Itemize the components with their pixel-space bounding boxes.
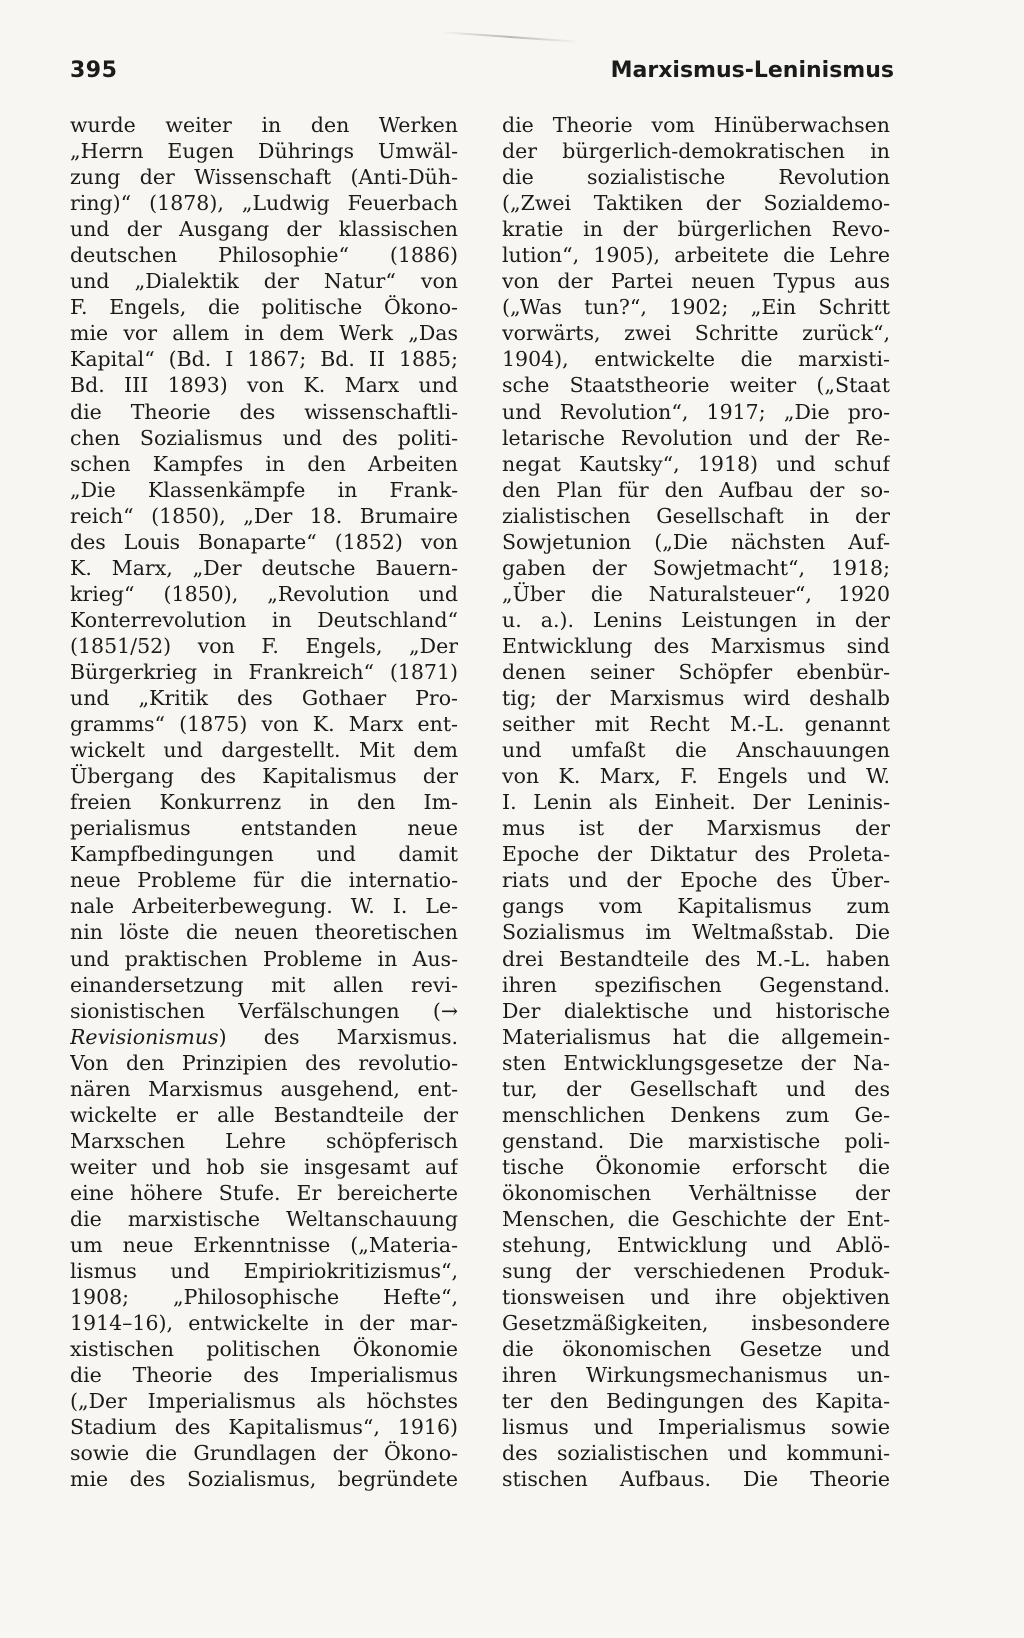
text-line: sten Entwicklungsgesetze der Na- xyxy=(502,1050,890,1075)
text-line: ihren spezifischen Gegenstand. xyxy=(502,972,890,997)
text-line: F. Engels, die politische Ökono- xyxy=(70,295,458,320)
text-line: I. Lenin als Einheit. Der Leninis- xyxy=(502,790,890,815)
text-line: riats und der Epoche des Über- xyxy=(502,868,890,893)
text-line: kratie in der bürgerlichen Revo- xyxy=(502,217,890,242)
text-line: lismus und Empiriokritizismus“, xyxy=(70,1259,458,1284)
text-line: krieg“ (1850), „Revolution und xyxy=(70,581,458,606)
text-line: deutschen Philosophie“ (1886) xyxy=(70,243,458,268)
text-line: 1914–16), entwickelte in der mar- xyxy=(70,1311,458,1336)
text-line: einandersetzung mit allen revi- xyxy=(70,972,458,997)
text-line: Kampfbedingungen und damit xyxy=(70,842,458,867)
text-line: drei Bestandteile des M.-L. haben xyxy=(502,946,890,971)
text-line: („Was tun?“, 1902; „Ein Schritt xyxy=(502,295,890,320)
text-line: sionistischen Verfälschungen (→ xyxy=(70,998,458,1023)
text-line: Bd. III 1893) von K. Marx und xyxy=(70,373,458,398)
text-line: perialismus entstanden neue xyxy=(70,816,458,841)
text-line: Revisionismus) des Marxismus. xyxy=(70,1024,458,1049)
text-line: von K. Marx, F. Engels und W. xyxy=(502,764,890,789)
text-line: Entwicklung des Marxismus sind xyxy=(502,633,890,658)
text-line: Kapital“ (Bd. I 1867; Bd. II 1885; xyxy=(70,347,458,372)
text-line: Marxschen Lehre schöpferisch xyxy=(70,1128,458,1153)
text-line: u. a.). Lenins Leistungen in der xyxy=(502,607,890,632)
text-line: die marxistische Weltanschauung xyxy=(70,1206,458,1231)
text-line: stischen Aufbaus. Die Theorie xyxy=(502,1467,890,1492)
text-line: chen Sozialismus und des politi- xyxy=(70,425,458,450)
text-line: mus ist der Marxismus der xyxy=(502,816,890,841)
text-line: eine höhere Stufe. Er bereicherte xyxy=(70,1180,458,1205)
text-line: zialistischen Gesellschaft in der xyxy=(502,503,890,528)
text-line: Bürgerkrieg in Frankreich“ (1871) xyxy=(70,659,458,684)
text-line: menschlichen Denkens zum Ge- xyxy=(502,1102,890,1127)
text-line: des sozialistischen und kommuni- xyxy=(502,1441,890,1466)
text-line: wickelte er alle Bestandteile der xyxy=(70,1102,458,1127)
text-line: ökonomischen Verhältnisse der xyxy=(502,1180,890,1205)
text-line: freien Konkurrenz in den Im- xyxy=(70,790,458,815)
text-line: seither mit Recht M.-L. genannt xyxy=(502,712,890,737)
text-line: letarische Revolution und der Re- xyxy=(502,425,890,450)
text-line: ring)“ (1878), „Ludwig Feuerbach xyxy=(70,191,458,216)
text-line: „Die Klassenkämpfe in Frank- xyxy=(70,477,458,502)
text-line: sowie die Grundlagen der Ökono- xyxy=(70,1441,458,1466)
text-line: nären Marxismus ausgehend, ent- xyxy=(70,1076,458,1101)
text-line: („Der Imperialismus als höchstes xyxy=(70,1389,458,1414)
text-line: lismus und Imperialismus sowie xyxy=(502,1415,890,1440)
text-line: stehung, Entwicklung und Ablö- xyxy=(502,1233,890,1258)
text-line: Epoche der Diktatur des Proleta- xyxy=(502,842,890,867)
text-line: Menschen, die Geschichte der Ent- xyxy=(502,1206,890,1231)
scan-artifact xyxy=(440,31,580,43)
text-line: „Über die Naturalsteuer“, 1920 xyxy=(502,581,890,606)
text-column-right xyxy=(502,112,890,1492)
text-line: denen seiner Schöpfer ebenbür- xyxy=(502,659,890,684)
text-line: zung der Wissenschaft (Anti-Düh- xyxy=(70,165,458,190)
text-line: weiter und hob sie insgesamt auf xyxy=(70,1154,458,1179)
text-line: und praktischen Probleme in Aus- xyxy=(70,946,458,971)
text-line: vorwärts, zwei Schritte zurück“, xyxy=(502,321,890,346)
text-line: tionsweisen und ihre objektiven xyxy=(502,1285,890,1310)
page-number: 395 xyxy=(70,58,118,83)
text-line: und „Kritik des Gothaer Pro- xyxy=(70,686,458,711)
text-line: um neue Erkenntnisse („Materia- xyxy=(70,1233,458,1258)
text-line: xistischen politischen Ökonomie xyxy=(70,1337,458,1362)
text-line: nin löste die neuen theoretischen xyxy=(70,920,458,945)
text-line: sche Staatstheorie weiter („Staat xyxy=(502,373,890,398)
text-line: schen Kampfes in den Arbeiten xyxy=(70,451,458,476)
text-line: mie des Sozialismus, begründete xyxy=(70,1467,458,1492)
running-head: Marxismus-Leninismus xyxy=(610,58,894,83)
text-line: Übergang des Kapitalismus der xyxy=(70,764,458,789)
text-line: Materialismus hat die allgemein- xyxy=(502,1024,890,1049)
text-line: Sozialismus im Weltmaßstab. Die xyxy=(502,920,890,945)
text-line: und umfaßt die Anschauungen xyxy=(502,738,890,763)
text-line: sung der verschiedenen Produk- xyxy=(502,1259,890,1284)
text-line: „Herrn Eugen Dührings Umwäl- xyxy=(70,139,458,164)
text-line: gramms“ (1875) von K. Marx ent- xyxy=(70,712,458,737)
text-line: den Plan für den Aufbau der so- xyxy=(502,477,890,502)
text-line: tische Ökonomie erforscht die xyxy=(502,1154,890,1179)
text-line: von der Partei neuen Typus aus xyxy=(502,269,890,294)
text-column-left xyxy=(70,112,458,1492)
text-line: nale Arbeiterbewegung. W. I. Le- xyxy=(70,894,458,919)
text-line: Von den Prinzipien des revolutio- xyxy=(70,1050,458,1075)
text-line: Konterrevolution in Deutschland“ xyxy=(70,607,458,632)
text-line: die ökonomischen Gesetze und xyxy=(502,1337,890,1362)
page-header xyxy=(70,58,894,94)
text-line: gangs vom Kapitalismus zum xyxy=(502,894,890,919)
text-line: mie vor allem in dem Werk „Das xyxy=(70,321,458,346)
text-line: negat Kautsky“, 1918) und schuf xyxy=(502,451,890,476)
text-line: die Theorie des Imperialismus xyxy=(70,1363,458,1388)
text-line: und der Ausgang der klassischen xyxy=(70,217,458,242)
text-line: ihren Wirkungsmechanismus un- xyxy=(502,1363,890,1388)
text-line: wickelt und dargestellt. Mit dem xyxy=(70,738,458,763)
text-line: reich“ (1850), „Der 18. Brumaire xyxy=(70,503,458,528)
text-line: 1908; „Philosophische Hefte“, xyxy=(70,1285,458,1310)
text-line: („Zwei Taktiken der Sozialdemo- xyxy=(502,191,890,216)
text-line: der bürgerlich-demokratischen in xyxy=(502,139,890,164)
text-line: Stadium des Kapitalismus“, 1916) xyxy=(70,1415,458,1440)
text-line: (1851/52) von F. Engels, „Der xyxy=(70,633,458,658)
text-line: wurde weiter in den Werken xyxy=(70,113,458,137)
text-line: und Revolution“, 1917; „Die pro- xyxy=(502,399,890,424)
text-line: gaben der Sowjetmacht“, 1918; xyxy=(502,555,890,580)
text-line: die Theorie des wissenschaftli- xyxy=(70,399,458,424)
text-line: lution“, 1905), arbeitete die Lehre xyxy=(502,243,890,268)
text-line: Sowjetunion („Die nächsten Auf- xyxy=(502,529,890,554)
text-line: und „Dialektik der Natur“ von xyxy=(70,269,458,294)
text-line: neue Probleme für die internatio- xyxy=(70,868,458,893)
text-line: des Louis Bonaparte“ (1852) von xyxy=(70,529,458,554)
text-line: tur, der Gesellschaft und des xyxy=(502,1076,890,1101)
text-line: tig; der Marxismus wird deshalb xyxy=(502,686,890,711)
text-line: Der dialektische und historische xyxy=(502,998,890,1023)
text-line: K. Marx, „Der deutsche Bauern- xyxy=(70,555,458,580)
text-line: genstand. Die marxistische poli- xyxy=(502,1128,890,1153)
text-line: ter den Bedingungen des Kapita- xyxy=(502,1389,890,1414)
text-line: die Theorie vom Hinüberwachsen xyxy=(502,113,890,137)
text-line: Gesetzmäßigkeiten, insbesondere xyxy=(502,1311,890,1336)
cross-reference: Revisionismus xyxy=(70,1024,219,1049)
text-line: 1904), entwickelte die marxisti- xyxy=(502,347,890,372)
text-line: die sozialistische Revolution xyxy=(502,165,890,190)
